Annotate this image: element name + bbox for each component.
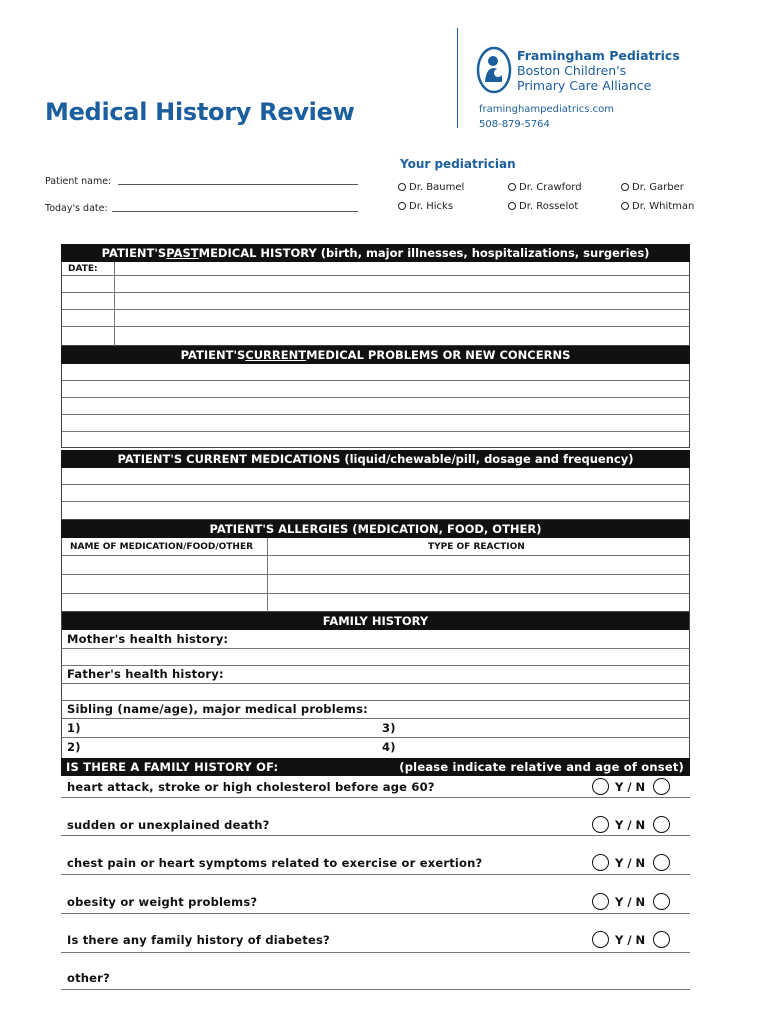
question-chest-pain: chest pain or heart symptoms related to exercise or exertion?	[67, 856, 483, 870]
other-label: other?	[67, 971, 110, 985]
yes-circle-icon[interactable]	[592, 931, 609, 948]
yn-label: Y / N	[615, 932, 646, 947]
yn-label: Y / N	[615, 779, 646, 794]
doctor-label: Dr. Hicks	[409, 201, 454, 212]
divider	[61, 737, 690, 738]
relative-onset-note: (please indicate relative and age of onset)	[399, 760, 684, 774]
doctor-label: Dr. Baumel	[409, 182, 465, 193]
yes-no-toggle[interactable]	[592, 816, 670, 833]
divider	[61, 718, 690, 719]
radio-circle-icon	[398, 202, 406, 210]
table-row[interactable]	[62, 485, 689, 502]
yes-no-toggle[interactable]	[592, 778, 670, 795]
yes-circle-icon[interactable]	[592, 778, 609, 795]
question-diabetes: Is there any family history of diabetes?	[67, 933, 330, 947]
answer-line[interactable]	[61, 913, 690, 914]
table-row[interactable]	[62, 381, 689, 398]
divider	[61, 700, 690, 701]
allergies-header: PATIENT'S ALLERGIES (MEDICATION, FOOD, OTHER)	[61, 520, 690, 538]
header-divider	[457, 28, 458, 128]
yes-no-toggle[interactable]	[592, 893, 670, 910]
table-row[interactable]	[62, 327, 689, 344]
contact-info	[479, 102, 614, 132]
header-text: MEDICAL PROBLEMS OR NEW CONCERNS	[306, 348, 571, 362]
doctor-option-rosselot[interactable]	[508, 201, 578, 212]
no-circle-icon[interactable]	[653, 931, 670, 948]
sibling-3-label: 3)	[382, 721, 396, 735]
answer-line[interactable]	[61, 952, 690, 953]
answer-line[interactable]	[61, 989, 690, 990]
yes-no-toggle[interactable]	[592, 854, 670, 871]
family-left-border	[61, 612, 62, 765]
doctor-option-whitman[interactable]	[621, 201, 694, 212]
table-row[interactable]	[62, 276, 689, 293]
patient-name-label: Patient name:	[45, 176, 112, 187]
page-title: Medical History Review	[45, 98, 355, 126]
doctor-option-crawford[interactable]	[508, 182, 582, 193]
current-problems-header	[61, 346, 690, 364]
family-right-border	[689, 612, 690, 765]
answer-line[interactable]	[61, 797, 690, 798]
mother-history-label: Mother's health history:	[67, 632, 229, 646]
radio-circle-icon	[508, 183, 516, 191]
todays-date-label: Today's date:	[45, 203, 108, 214]
doctor-option-hicks[interactable]	[398, 201, 453, 212]
doctor-label: Dr. Rosselot	[519, 201, 579, 212]
question-obesity: obesity or weight problems?	[67, 895, 258, 909]
header-text: MEDICAL HISTORY (birth, major illnesses, hospitalizations, surgeries)	[198, 246, 650, 260]
yes-no-toggle[interactable]	[592, 931, 670, 948]
table-row[interactable]	[62, 310, 689, 327]
medications-header: PATIENT'S CURRENT MEDICATIONS (liquid/chewable/pill, dosage and frequency)	[61, 450, 690, 468]
no-circle-icon[interactable]	[653, 816, 670, 833]
phone: 508-879-5764	[479, 119, 550, 130]
current-problems-table	[61, 364, 690, 448]
family-history-of-bar	[61, 758, 690, 776]
table-row[interactable]	[62, 293, 689, 310]
header-text: PATIENT'S	[101, 246, 167, 260]
org-line-2: Boston Children's	[517, 63, 627, 78]
yn-label: Y / N	[615, 855, 646, 870]
radio-circle-icon	[508, 202, 516, 210]
family-history-header: FAMILY HISTORY	[61, 612, 690, 630]
question-sudden-death: sudden or unexplained death?	[67, 818, 270, 832]
header-text-underlined: PAST	[166, 246, 199, 260]
answer-line[interactable]	[61, 835, 690, 836]
website[interactable]: framinghampediatrics.com	[479, 104, 614, 115]
no-circle-icon[interactable]	[653, 778, 670, 795]
header-text-underlined: CURRENT	[245, 348, 307, 362]
pediatrician-title: Your pediatrician	[400, 157, 516, 171]
table-header-row	[62, 538, 689, 556]
doctor-option-baumel[interactable]	[398, 182, 464, 193]
yes-circle-icon[interactable]	[592, 816, 609, 833]
question-heart-attack: heart attack, stroke or high cholesterol before age 60?	[67, 780, 435, 794]
radio-circle-icon	[621, 202, 629, 210]
allergy-name-column: NAME OF MEDICATION/FOOD/OTHER	[70, 542, 254, 552]
yn-label: Y / N	[615, 817, 646, 832]
medications-table	[61, 468, 690, 520]
sibling-1-label: 1)	[67, 721, 81, 735]
doctor-label: Dr. Crawford	[519, 182, 582, 193]
table-row[interactable]	[62, 575, 689, 594]
divider	[61, 665, 690, 666]
todays-date-field[interactable]	[112, 201, 358, 212]
sibling-label: Sibling (name/age), major medical problems:	[67, 702, 368, 716]
father-history-label: Father's health history:	[67, 667, 224, 681]
date-column-label: DATE:	[68, 264, 98, 274]
divider	[61, 683, 690, 684]
table-row[interactable]	[62, 415, 689, 432]
doctor-label: Dr. Whitman	[632, 201, 695, 212]
radio-circle-icon	[621, 183, 629, 191]
sibling-4-label: 4)	[382, 740, 396, 754]
framingham-logo-icon	[476, 46, 512, 94]
answer-line[interactable]	[61, 874, 690, 875]
table-row[interactable]	[62, 556, 689, 575]
no-circle-icon[interactable]	[653, 893, 670, 910]
past-history-table	[61, 262, 690, 346]
doctor-option-garber[interactable]	[621, 182, 684, 193]
org-line-1: Framingham Pediatrics	[517, 48, 680, 63]
yn-label: Y / N	[615, 894, 646, 909]
allergies-table	[61, 538, 690, 612]
divider	[61, 648, 690, 649]
table-row[interactable]	[62, 262, 689, 276]
org-line-3: Primary Care Alliance	[517, 78, 652, 93]
table-row[interactable]	[62, 398, 689, 415]
table-row[interactable]	[62, 364, 689, 381]
header-text: PATIENT'S	[180, 348, 246, 362]
radio-circle-icon	[398, 183, 406, 191]
past-history-header	[61, 244, 690, 262]
doctor-label: Dr. Garber	[632, 182, 684, 193]
table-row[interactable]	[62, 468, 689, 485]
org-name	[517, 48, 680, 93]
no-circle-icon[interactable]	[653, 854, 670, 871]
sibling-2-label: 2)	[67, 740, 81, 754]
yes-circle-icon[interactable]	[592, 893, 609, 910]
patient-name-field[interactable]	[118, 174, 358, 185]
yes-circle-icon[interactable]	[592, 854, 609, 871]
reaction-column: TYPE OF REACTION	[428, 542, 525, 552]
family-history-of-label: IS THERE A FAMILY HISTORY OF:	[66, 760, 279, 774]
